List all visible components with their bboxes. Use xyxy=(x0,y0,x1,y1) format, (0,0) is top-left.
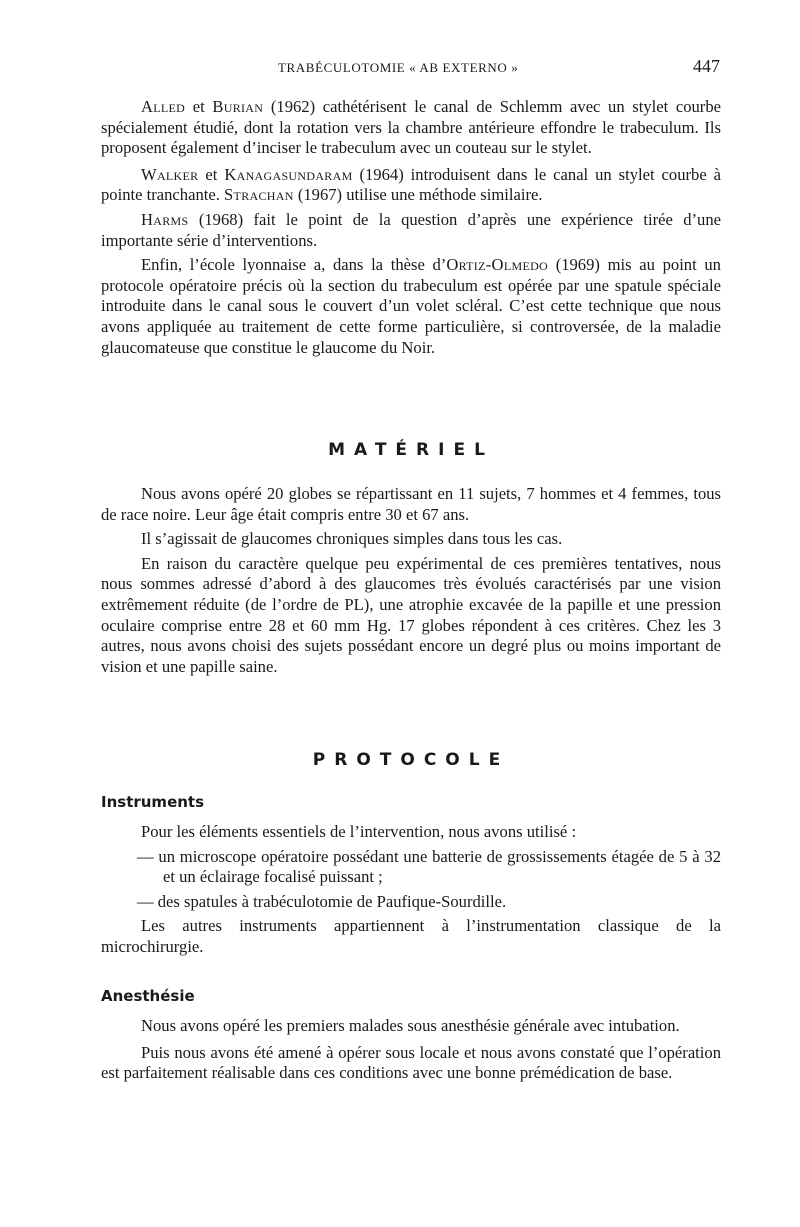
page-number: 447 xyxy=(693,56,720,76)
author-name: Ortiz-Olmedo xyxy=(446,255,549,275)
anesthesie-subsection xyxy=(101,987,721,1005)
list-item: — un microscope opératoire possédant une batterie de grossissements étagée de 5 à 32 et un éclairage focalisé puissant ; xyxy=(137,846,721,887)
anesthesie-paragraph-2: Puis nous avons été amené à opérer sous locale et nous avons constaté que l’opération est parfaitement réalisable dans ces conditions avec une bonne prémédication de base. xyxy=(101,1042,721,1083)
instruments-intro: Pour les éléments essentiels de l’intervention, nous avons utilisé : xyxy=(141,822,577,841)
intro-paragraph-3: Harms (1968) fait le point de la question d’après une expérience tirée d’une importante série d’interventions. xyxy=(101,209,721,250)
section-title-protocole: PROTOCOLE xyxy=(312,750,510,770)
subheading-anesthesie: Anesthésie xyxy=(101,987,195,1005)
materiel-paragraph-2: Il s’agissait de glaucomes chroniques simples dans tous les cas. xyxy=(141,529,563,549)
intro-paragraph-4: Enfin, l’école lyonnaise a, dans la thèse d’Ortiz-Olmedo (1969) mis au point un protocole opératoire précis où la section du trabeculum est opérée par une spatule spéciale introduite dans le canal sous le couvert d’un volet scléral. C’est cette technique que nous avons appliquée au traitement de cette forme particulière, si controversée, de la maladie glaucomateuse que constitue le glaucome du Noir. xyxy=(101,255,721,357)
section-title-materiel: MATÉRIEL xyxy=(328,440,494,460)
list-item: — des spatules à trabéculotomie de Paufique-Sourdille. xyxy=(137,891,507,911)
intro-paragraph-1: Alled et Burian (1962) cathétérisent le canal de Schlemm avec un stylet courbe spécialement étudié, dont la rotation vers la chambre antérieure effondre le trabeculum. Ils proposent également d’inciser le trabeculum avec un couteau sur le stylet. xyxy=(101,97,721,158)
intro-section xyxy=(101,97,721,358)
instruments-body xyxy=(101,822,721,958)
subheading-instruments: Instruments xyxy=(101,793,205,811)
materiel-paragraph-3: En raison du caractère quelque peu expérimental de ces premières tentatives, nous nous sommes adressé d’abord à des glaucomes très évolués caractérisés par une vision extrêmement réduite (de l’ordre de PL), une atrophie excavée de la papille et une pression oculaire comprise entre 28 et 60 mm Hg. 17 globes répondent à ces critères. Chez les 3 autres, nous avons choisi des sujets possédant encore un degré plus ou moins important de vision et une papille saine. xyxy=(101,553,721,676)
materiel-paragraph-1: Nous avons opéré 20 globes se répartissant en 11 sujets, 7 hommes et 4 femmes, tous de race noire. Leur âge était compris entre 30 et 67 ans. xyxy=(101,484,721,524)
author-name: Alled xyxy=(141,97,186,116)
anesthesie-body xyxy=(101,1016,721,1084)
running-title: TRABÉCULOTOMIE « AB EXTERNO » xyxy=(278,60,519,75)
protocole-section xyxy=(101,750,721,770)
author-name: Strachan xyxy=(224,185,294,205)
running-header xyxy=(100,58,720,80)
materiel-body xyxy=(101,484,721,677)
materiel-section xyxy=(101,440,721,460)
author-name: Walker xyxy=(141,164,199,184)
instruments-outro: Les autres instruments appartiennent à l’instrumentation classique de la microchirurgie. xyxy=(101,916,721,956)
intro-paragraph-2: Walker et Kanagasundaram (1964) introduisent dans le canal un stylet courbe à pointe tranchante. Strachan (1967) utilise une méthode similaire. xyxy=(101,164,721,205)
author-name: Burian xyxy=(212,97,264,116)
author-name: Harms xyxy=(141,209,189,229)
author-name: Kanagasundaram xyxy=(224,164,353,184)
instruments-subsection xyxy=(101,793,721,811)
anesthesie-paragraph-1: Nous avons opéré les premiers malades sous anesthésie générale avec intubation. xyxy=(141,1016,680,1035)
